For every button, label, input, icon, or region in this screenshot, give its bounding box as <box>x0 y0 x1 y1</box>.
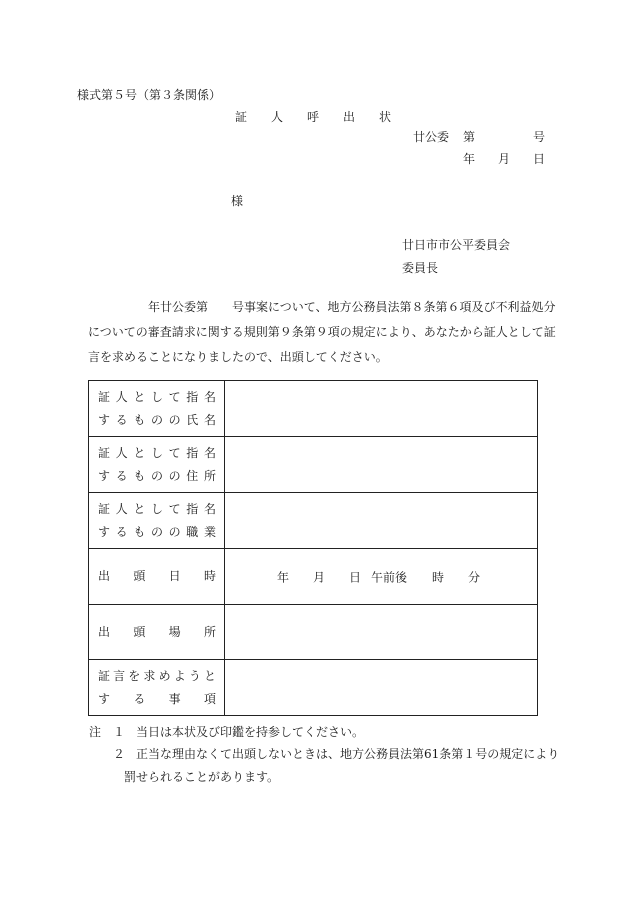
reference-dai: 第 <box>463 130 476 144</box>
label-matters-line-1: 証 言 を 求 め よ う と <box>98 668 216 683</box>
date-year: 年 <box>463 152 476 166</box>
label-occupation-line-2: す る も の の 職 業 <box>98 524 216 539</box>
table-row-appearance-place <box>89 605 538 660</box>
datetime-day: 日 <box>349 570 362 584</box>
datetime-ampm: 午前後 <box>371 570 408 584</box>
label-cell-name <box>89 381 225 437</box>
label-matters-line-2: す る 事 項 <box>98 691 216 706</box>
body-line-1: 年廿公委第 号事案について、地方公務員法第８条第６項及び不利益処分 <box>148 300 556 314</box>
label-cell-matters <box>89 660 225 716</box>
label-cell-datetime <box>89 549 225 605</box>
reference-prefix: 廿公委 <box>413 130 450 144</box>
label-address-line-1: 証 人 と し て 指 名 <box>98 445 216 460</box>
body-text <box>88 295 558 370</box>
value-cell-datetime[interactable] <box>225 549 538 605</box>
form-number: 様式第５号（第３条関係） <box>77 88 222 102</box>
issuer-organization: 廿日市市公平委員会 <box>402 238 511 252</box>
datetime-minute: 分 <box>468 570 481 584</box>
addressee-suffix: 様 <box>231 194 244 208</box>
label-cell-place <box>89 605 225 660</box>
label-address-line-2: す る も の の 住 所 <box>98 468 216 483</box>
label-name-line-2: す る も の の 氏 名 <box>98 412 216 427</box>
body-line-2: についての審査請求に関する規則第９条第９項の規定により、あなたから証人として証 <box>88 325 556 339</box>
date-day: 日 <box>533 152 546 166</box>
table-row-name <box>89 381 538 437</box>
table-row-address <box>89 437 538 493</box>
document-title: 証 人 呼 出 状 <box>235 110 392 124</box>
note-2-number: ２ <box>113 747 126 761</box>
label-cell-address <box>89 437 225 493</box>
summons-table <box>88 380 538 716</box>
table-row-appearance-datetime <box>89 549 538 605</box>
datetime-month: 月 <box>313 570 326 584</box>
note-2-text-line-1: 正当な理由なくて出頭しないときは、地方公務員法第61条第１号の規定により <box>136 747 560 761</box>
value-cell-occupation[interactable] <box>225 493 538 549</box>
issuer-title: 委員長 <box>402 261 439 275</box>
label-cell-occupation <box>89 493 225 549</box>
note-1-number: １ <box>113 725 126 739</box>
datetime-year: 年 <box>277 570 290 584</box>
datetime-hour: 時 <box>432 570 445 584</box>
note-2-text-line-2: 罰せられることがあります。 <box>124 770 280 784</box>
table-row-testimony-matters <box>89 660 538 716</box>
label-occupation-line-1: 証 人 と し て 指 名 <box>98 501 216 516</box>
body-line-3: 言を求めることになりましたので、出頭してください。 <box>88 350 388 364</box>
value-cell-matters[interactable] <box>225 660 538 716</box>
value-cell-address[interactable] <box>225 437 538 493</box>
value-cell-place[interactable] <box>225 605 538 660</box>
table-row-occupation <box>89 493 538 549</box>
note-1-text: 当日は本状及び印鑑を持参してください。 <box>136 725 365 739</box>
date-month: 月 <box>498 152 511 166</box>
label-place: 出 頭 場 所 <box>98 624 216 639</box>
label-datetime: 出 頭 日 時 <box>98 569 216 583</box>
value-cell-name[interactable] <box>225 381 538 437</box>
reference-go: 号 <box>533 130 546 144</box>
note-label: 注 <box>89 725 102 739</box>
label-name-line-1: 証 人 と し て 指 名 <box>98 389 216 404</box>
